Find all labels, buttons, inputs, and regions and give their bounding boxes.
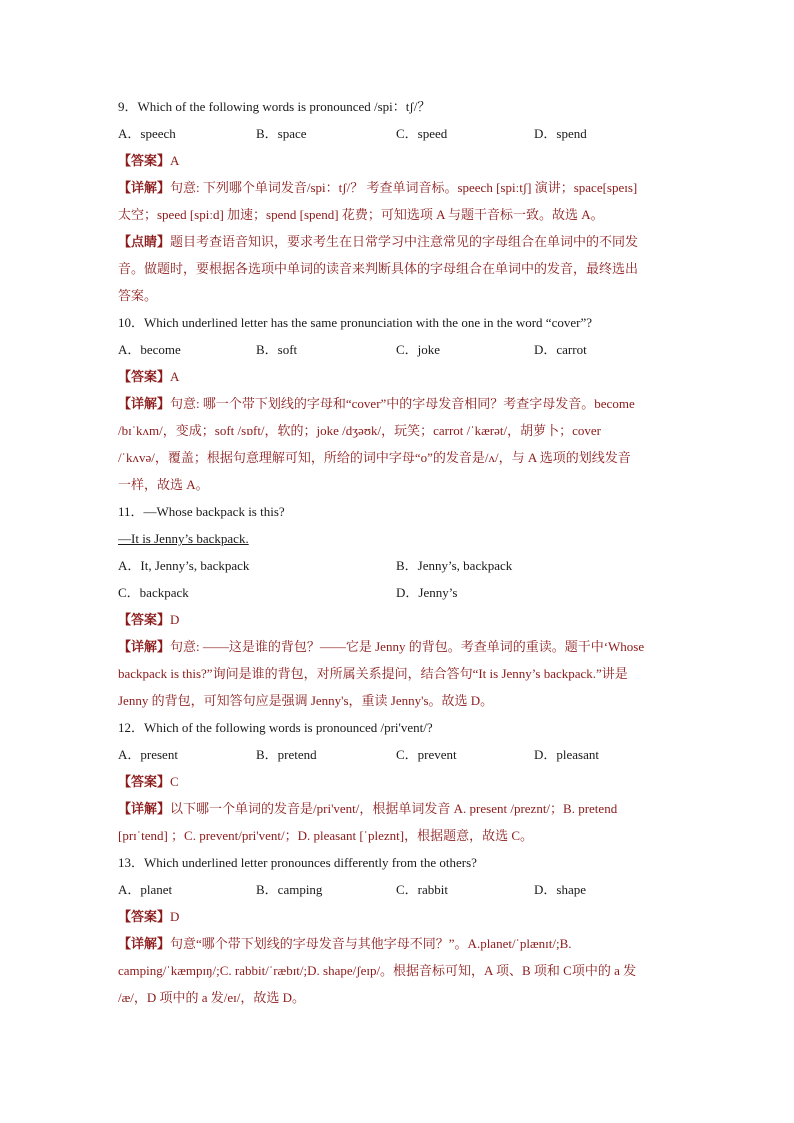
tip-9-line-1 [118,228,683,255]
option-c: C．backpack [118,585,189,600]
detail-10-line-2: /bɪˈkʌm/，变成；soft /sɒft/，软的；joke /dʒəʊk/，玩笑；carrot /ˈkærət/，胡萝卜；cover [118,423,601,438]
answer-tag: 【答案】 [118,774,171,789]
answer-tag: 【答案】 [118,909,171,924]
option-d: D．spend [534,126,587,141]
answer-tag: 【答案】 [118,612,171,627]
question-9: 9．Which of the following words is pronounced /spi：tʃ/？ [118,99,431,114]
question-10: 10．Which underlined letter has the same pronunciation with the one in the word “cover”? [118,315,592,330]
detail-11-line-3: Jenny 的背包，可知答句应是强调 Jenny's，重读 Jenny's。故选 D。 [118,693,494,708]
option-b: B．camping [256,882,323,897]
detail-text: 以下哪一个单词的发音是/pri'vent/，根据单词发音 A. present /preznt/；B. pretend [170,801,618,816]
options-11-row-1 [118,552,683,579]
detail-text: 句意: ——这是谁的背包？——它是 Jenny 的背包。考查单词的重读。题干中‘Whose [170,639,645,654]
tip-9-line-2: 音。做题时，要根据各选项中单词的读音来判断具体的字母组合在单词中的发音，最终选出 [118,261,639,276]
answer-11 [118,606,683,633]
option-c: C．prevent [396,747,457,762]
detail-tag: 【详解】 [118,801,171,816]
options-9 [118,120,683,147]
answer-tag: 【答案】 [118,153,171,168]
options-13 [118,876,683,903]
detail-tag: 【详解】 [118,936,171,951]
detail-tag: 【详解】 [118,639,171,654]
detail-13-line-3: /æ/，D 项中的 a 发/eɪ/，故选 D。 [118,990,306,1005]
question-13: 13．Which underlined letter pronounces differently from the others? [118,855,477,870]
option-d: D．carrot [534,342,587,357]
question-12: 12．Which of the following words is pronounced /pri'vent/? [118,720,433,735]
detail-13-line-1 [118,930,683,957]
detail-13-line-2: camping/ˈkæmpɪŋ/;C. rabbit/ˈræbɪt/;D. shape/ʃeɪp/。根据音标可知，A 项、B 项和 C项中的 a 发 [118,963,637,978]
option-b: B．Jenny’s, backpack [396,558,513,573]
tip-text: 题目考查语音知识，要求考生在日常学习中注意常见的字母组合在单词中的不同发 [170,234,639,249]
detail-10-line-3: /ˈkʌvə/，覆盖；根据句意理解可知，所给的词中字母“o”的发音是/ʌ/，与 A 选项的划线发音 [118,450,631,465]
answer-tag: 【答案】 [118,369,171,384]
option-d: D．pleasant [534,747,599,762]
detail-tag: 【详解】 [118,396,171,411]
option-c: C．joke [396,342,441,357]
detail-11-line-1 [118,633,683,660]
option-b: B．soft [256,342,298,357]
detail-11-line-2: backpack is this?”询问是谁的背包，对所属关系提问，结合答句“It is Jenny’s backpack.”讲是 [118,666,628,681]
detail-12-line-1 [118,795,683,822]
option-a: A．present [118,747,178,762]
option-b: B．pretend [256,747,317,762]
answer-value: C [170,774,179,789]
option-c: C．rabbit [396,882,448,897]
detail-tag: 【详解】 [118,180,171,195]
answer-value: A [170,369,180,384]
tip-9-line-3: 答案。 [118,288,158,303]
question-list [118,93,683,1011]
answer-value: D [170,612,180,627]
answer-12 [118,768,683,795]
detail-12-line-2: [prɪˈtend] ；C. prevent/pri'vent/；D. pleasant [ˈpleznt]，根据题意，故选 C。 [118,828,534,843]
option-a: A．speech [118,126,176,141]
answer-value: D [170,909,180,924]
detail-9-line-2: 太空；speed [spiːd] 加速；spend [spend] 花费；可知选项 A 与题干音标一致。故选 A。 [118,207,604,222]
option-d: D．shape [534,882,586,897]
detail-10-line-4: 一样，故选 A。 [118,477,209,492]
detail-9-line-1 [118,174,683,201]
answer-10 [118,363,683,390]
answer-9 [118,147,683,174]
options-10 [118,336,683,363]
option-a: A．planet [118,882,173,897]
option-d: D．Jenny’s [396,585,458,600]
detail-10-line-1 [118,390,683,417]
option-a: A．It, Jenny’s, backpack [118,558,250,573]
answer-value: A [170,153,180,168]
detail-text: 句意: 哪一个带下划线的字母和“cover”中的字母发音相同？考查字母发音。become [170,396,635,411]
question-11-reply: —It is Jenny’s backpack. [118,531,249,546]
option-b: B．space [256,126,307,141]
option-a: A．become [118,342,181,357]
detail-text: 句意“哪个带下划线的字母发音与其他字母不同？”。A.planet/ˈplænɪt/;B. [170,936,572,951]
answer-13 [118,903,683,930]
options-12 [118,741,683,768]
tip-tag: 【点睛】 [118,234,171,249]
option-c: C．speed [396,126,448,141]
options-11-row-2 [118,579,683,606]
question-11: 11．—Whose backpack is this? [118,504,285,519]
detail-text: 句意: 下列哪个单词发音/spi：tʃ/？ 考查单词音标。speech [spiːtʃ] 演讲；space[speɪs] [170,180,638,195]
